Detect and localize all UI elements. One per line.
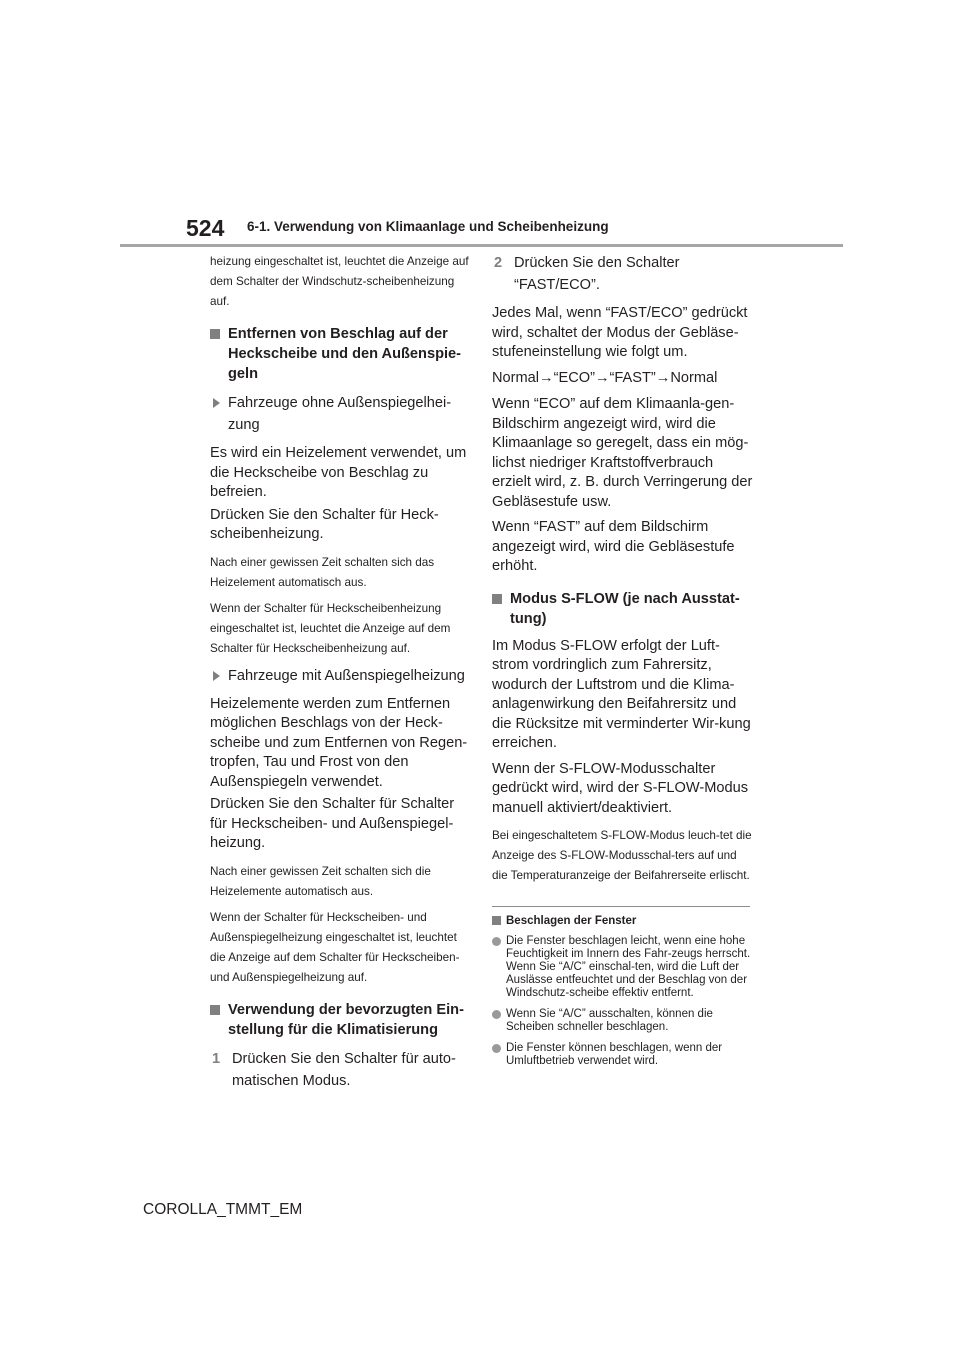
paragraph: Jedes Mal, wenn “FAST/ECO” gedrückt wird, schaltet der Modus der Gebläse-stufeneinstellung wie folgt um. (492, 305, 748, 360)
triangle-bullet-icon (213, 398, 220, 408)
step-number: 1 (212, 1050, 221, 1067)
circle-bullet-icon (492, 1010, 501, 1019)
note-text: Die Fenster können beschlagen, wenn der Umluftbetrieb verwendet wird. (506, 1042, 723, 1067)
small-note: Nach einer gewissen Zeit schalten sich das Heizelement automatisch aus. (210, 555, 435, 589)
circle-bullet-icon (492, 1044, 501, 1053)
small-note: Wenn der Schalter für Heckscheiben- und Außenspiegelheizung eingeschaltet ist, leuchtet die Anzeige auf dem Schalter für Heckscheiben- und Außenspiegelheizung auf. (210, 910, 460, 984)
circle-bullet-icon (492, 937, 501, 946)
heading-s-flow (492, 589, 754, 629)
right-column (492, 252, 754, 1076)
notes-heading-text: Beschlagen der Fenster (506, 915, 637, 927)
triangle-bullet-icon (213, 671, 220, 681)
section-title: 6-1. Verwendung von Klimaanlage und Scheibenheizung (247, 219, 609, 234)
paragraph: Wenn “FAST” auf dem Bildschirm angezeigt wird, wird die Gebläsestufe erhöht. (492, 519, 735, 574)
small-note: Wenn der Schalter für Heckscheibenheizung eingeschaltet ist, leuchtet die Anzeige auf dem Schalter für Heckscheibenheizung auf. (210, 601, 451, 655)
note-text: Die Fenster beschlagen leicht, wenn eine hohe Feuchtigkeit im Innern des Fahr-zeugs herrscht. Wenn Sie “A/C” einschal-ten, wird die Luft der Auslässe entfeuchtet und der Beschlag von der Windschutz-scheibe effektiv entfernt. (506, 935, 751, 999)
square-bullet-icon (492, 594, 502, 604)
heading-text: Verwendung der bevorzugten Ein-stellung für die Klimatisierung (228, 1001, 464, 1038)
paragraph: Heizelemente werden zum Entfernen möglichen Beschlags von der Heck-scheibe und zum Entfernen von Regen-tropfen, Tau und Frost von den Außenspiegeln verwendet. (210, 695, 468, 790)
step-1 (210, 1048, 472, 1092)
note-item (492, 935, 754, 1000)
note-item (492, 1042, 754, 1068)
page-number: 524 (186, 215, 225, 241)
note-text: Wenn Sie “A/C” ausschalten, können die Scheiben schneller beschlagen. (506, 1008, 713, 1033)
notes-divider (492, 906, 750, 907)
small-note: Bei eingeschaltetem S-FLOW-Modus leuch-tet die Anzeige des S-FLOW-Modusschal-ters auf und die Temperaturanzeige der Beifahrerseite erlischt. (492, 829, 752, 882)
paragraph: Wenn “ECO” auf dem Klimaanla-gen-Bildschirm angezeigt wird, wird die Klimaanlage so geregelt, dass ein mög-lichst niedriger Kraftstoffverbrauch erzielt wird, z. B. durch Verringerung der Gebläsestufe usw. (492, 396, 753, 510)
paragraph: Wenn der S-FLOW-Modusschalter gedrückt wird, wird der S-FLOW-Modus manuell aktiviert/deaktiviert. (492, 760, 749, 816)
subheading-text: Fahrzeuge mit Außenspiegelheizung (228, 667, 465, 684)
square-bullet-icon (210, 1005, 220, 1015)
heading-preferred-setting (210, 1000, 472, 1040)
paragraph: Es wird ein Heizelement verwendet, um die Heckscheibe von Beschlag zu befreien. (210, 445, 467, 500)
mode-cycle-text: Normal→“ECO”→“FAST”→Normal (492, 369, 718, 386)
heading-text: Modus S-FLOW (je nach Ausstat-tung) (510, 590, 740, 627)
subheading-no-mirror-heater (210, 392, 472, 436)
subheading-with-mirror-heater (210, 665, 472, 687)
heading-rear-defog (210, 324, 472, 384)
intro-text: heizung eingeschaltet ist, leuchtet die Anzeige auf dem Schalter der Windschutz-scheibenheizung auf. (210, 255, 469, 308)
document-code: COROLLA_TMMT_EM (143, 1201, 303, 1218)
subheading-text: Fahrzeuge ohne Außenspiegelhei-zung (228, 395, 452, 433)
square-bullet-icon (210, 329, 220, 339)
step-number: 2 (494, 255, 503, 271)
step-text: Drücken Sie den Schalter “FAST/ECO”. (514, 255, 680, 293)
step-2 (492, 252, 754, 296)
note-item (492, 1008, 754, 1034)
heading-text: Entfernen von Beschlag auf der Heckscheibe und den Außenspie-geln (228, 326, 462, 382)
left-column (210, 252, 472, 1100)
paragraph: Im Modus S-FLOW erfolgt der Luft-strom vordringlich zum Fahrersitz, wodurch der Luftstrom und die Klima-anlagenwirkung den Beifahrersitz und die Rücksitze mit verminderter Wir-kung erreichen. (492, 637, 751, 751)
square-bullet-icon (492, 916, 501, 925)
small-note: Nach einer gewissen Zeit schalten sich die Heizelemente automatisch aus. (210, 864, 431, 898)
header-divider (120, 244, 843, 247)
paragraph: Drücken Sie den Schalter für Heck-scheibenheizung. (210, 506, 439, 542)
paragraph: Drücken Sie den Schalter für Schalter für Heckscheiben- und Außenspiegel-heizung. (210, 796, 455, 851)
step-text: Drücken Sie den Schalter für auto-matischen Modus. (232, 1050, 456, 1089)
notes-heading (492, 913, 754, 929)
